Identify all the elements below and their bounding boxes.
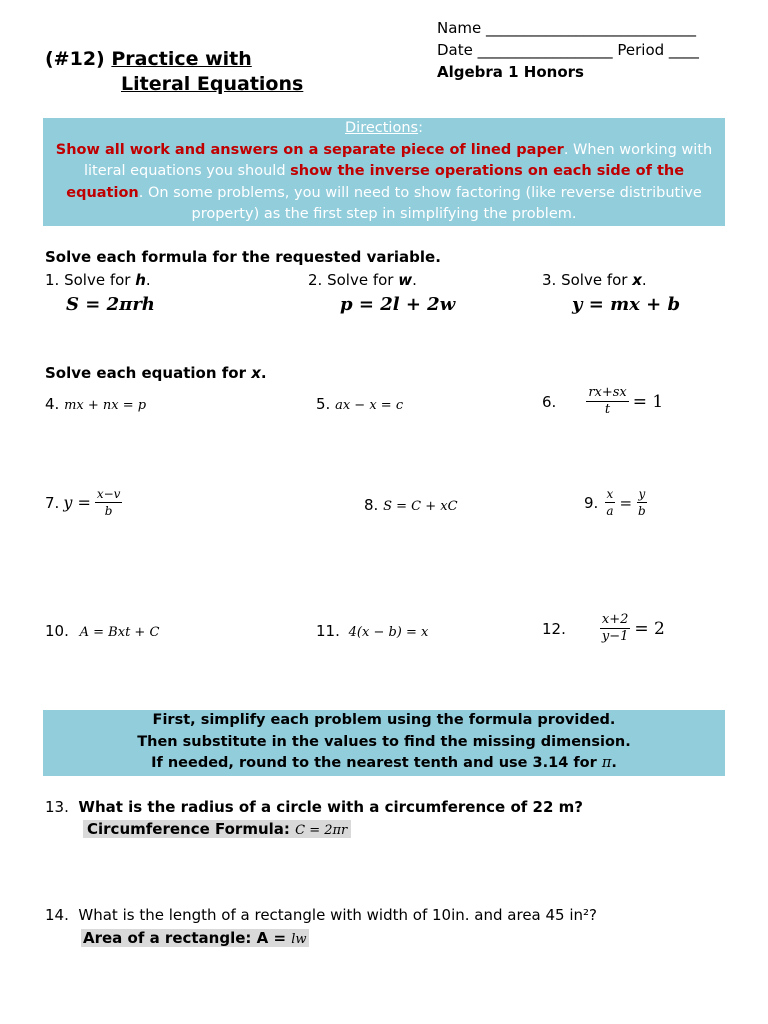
section2-heading: Solve each equation for x. [45, 364, 267, 382]
directions-white-1: . When working with literal equations you should [83, 141, 713, 179]
directions-red-2: show the inverse operations on each side of the equation [66, 163, 685, 201]
worksheet-title [45, 47, 252, 71]
title-line1: Practice with [111, 48, 252, 70]
name-field[interactable]: Name ____________________________ [437, 19, 697, 37]
q3-label: 3. Solve for x. [542, 271, 647, 289]
title-line2: Literal Equations [121, 73, 304, 95]
section1-heading: Solve each formula for the requested variable. [45, 248, 441, 266]
q12: 12. $\frac{x+2}{y-1}$ = 2 [542, 612, 665, 644]
q6: 6. $\frac{rx+sx}{t}$ = 1 [542, 385, 664, 417]
q1-label: 1. Solve for h. [45, 271, 151, 289]
q1-equation: S = 2πrh [66, 294, 155, 315]
directions-white-2: . On some problems, you will need to show factoring (like reverse distributive property) as the first step in simplifying the problem. [138, 184, 702, 222]
q2-equation: p = 2l + 2w [340, 294, 456, 315]
q14-formula: Area of a rectangle: A = lw [83, 929, 307, 947]
title-number: (#12) [45, 48, 105, 70]
instructions-line1: First, simplify each problem using the formula provided. [152, 712, 616, 728]
directions-colon: : [418, 120, 423, 136]
q13-formula: Circumference Formula: C = 2πr [83, 820, 351, 838]
q13-text: What is the radius of a circle with a circumference of 22 m? [78, 798, 583, 816]
directions-heading: Directions [345, 120, 419, 136]
q13: 13. What is the radius of a circle with a circumference of 22 m? [45, 798, 583, 816]
q5: 5. ax − x = c [316, 395, 404, 413]
q14: 14. What is the length of a rectangle with width of 10in. and area 45 in²? [45, 906, 598, 924]
course-name: Algebra 1 Honors [437, 63, 584, 81]
q9: 9. $\frac{x}{a}$ = $\frac{y}{b}$ [584, 487, 646, 518]
date-period-field[interactable]: Date __________________ Period ____ [437, 41, 699, 59]
q3-equation: y = mx + b [572, 294, 681, 315]
q10: 10. A = Bxt + C [45, 622, 160, 640]
directions-box [43, 118, 725, 226]
instructions-line3: If needed, round to the nearest tenth and use 3.14 for π. [151, 755, 617, 771]
q7: 7. y = $\frac{x-v}{b}$ [45, 487, 121, 518]
q4: 4. mx + nx = p [45, 395, 147, 413]
q2-label: 2. Solve for w. [308, 271, 417, 289]
directions-red-1: Show all work and answers on a separate piece of lined paper [55, 141, 564, 158]
q14-text: What is the length of a rectangle with width of 10in. and area 45 in²? [78, 906, 598, 924]
q8: 8. S = C + xC [364, 496, 458, 514]
instructions-box [43, 710, 725, 776]
q11: 11. 4(x − b) = x [316, 622, 429, 640]
instructions-line2: Then substitute in the values to find the missing dimension. [137, 733, 631, 750]
